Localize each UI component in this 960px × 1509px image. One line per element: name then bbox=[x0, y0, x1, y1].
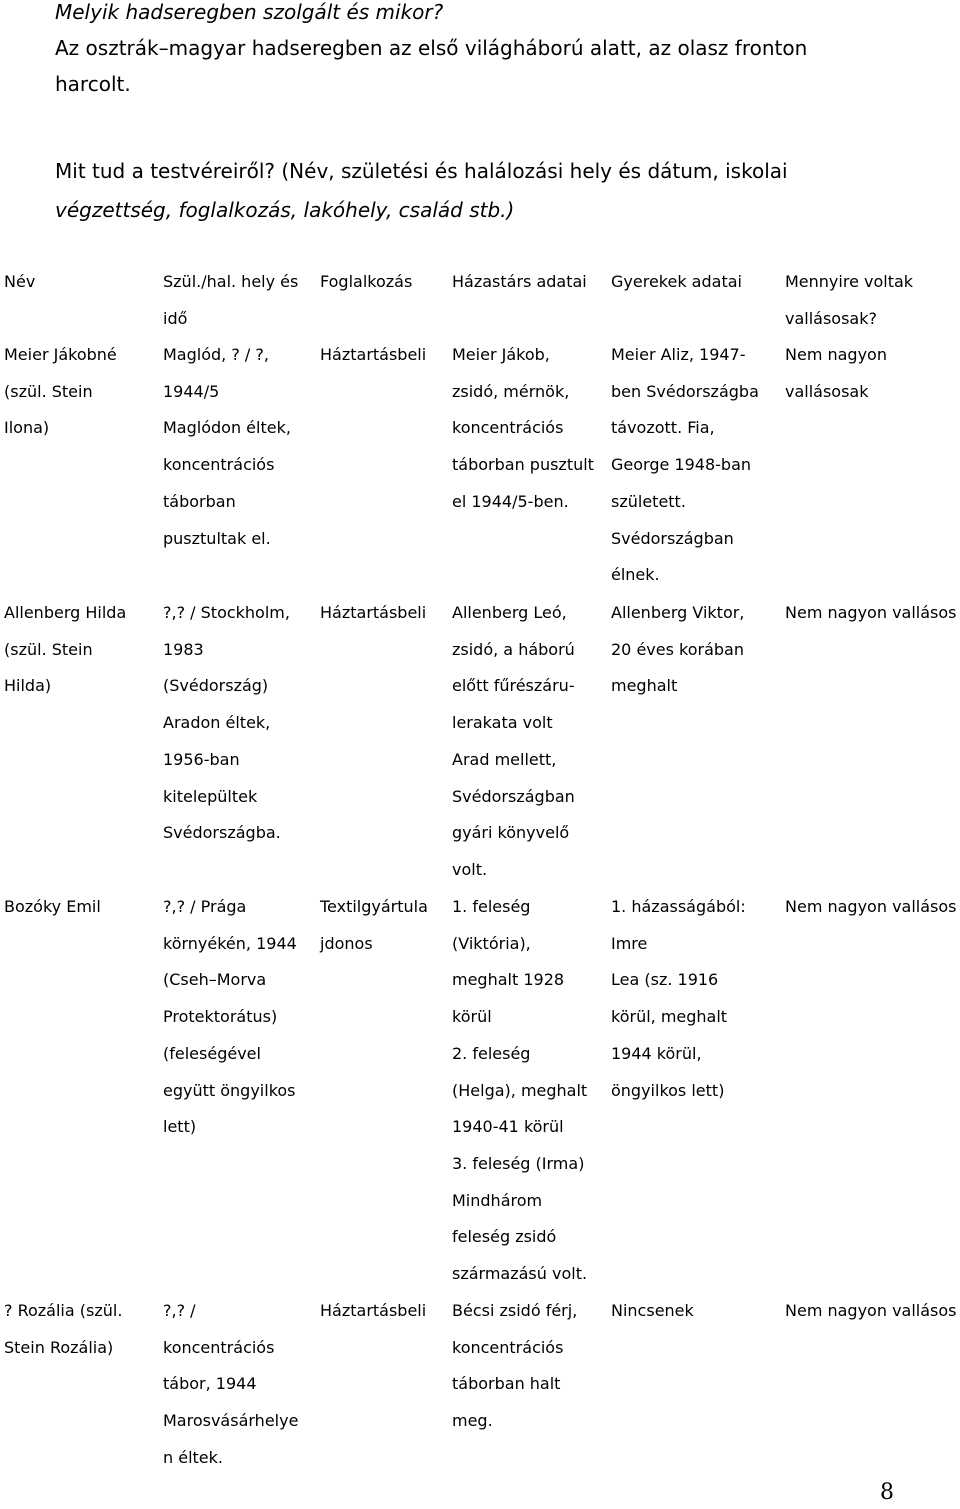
row-1-spouse bbox=[452, 337, 594, 521]
row-3-spouse-line: 3. feleség (Irma) bbox=[452, 1153, 585, 1173]
row-2-children-line: Allenberg Viktor, bbox=[611, 603, 745, 622]
row-4-birth-death-line: ?,? / bbox=[163, 1301, 196, 1320]
row-3-occupation-line: jdonos bbox=[320, 933, 373, 953]
row-2-spouse-line: Svédországban bbox=[452, 786, 575, 806]
row-3-birth-death-line: környékén, 1944 bbox=[163, 933, 297, 953]
row-4-occupation-line: Háztartásbeli bbox=[320, 1301, 427, 1320]
row-2-spouse-line: gyári könyvelő bbox=[452, 823, 570, 843]
header-religiosity bbox=[785, 264, 913, 337]
row-1-children-line: Svédországban bbox=[611, 528, 734, 548]
row-3-children-line: öngyilkos lett) bbox=[611, 1080, 725, 1100]
row-4-birth-death-line: koncentrációs bbox=[163, 1337, 275, 1357]
row-4-spouse-line: táborban halt bbox=[452, 1374, 561, 1394]
row-1-spouse-line: táborban pusztult bbox=[452, 455, 594, 475]
row-1-children-line: Meier Aliz, 1947- bbox=[611, 345, 746, 364]
header-occupation bbox=[320, 264, 412, 301]
row-1-birth-death-line: koncentrációs bbox=[163, 455, 275, 475]
row-2-occupation bbox=[320, 595, 426, 632]
row-4-name bbox=[4, 1293, 122, 1366]
page-number: 8 bbox=[880, 1480, 894, 1505]
row-1-name-line: Meier Jákobné bbox=[4, 345, 117, 364]
row-3-birth-death-line: (Cseh–Morva bbox=[163, 970, 267, 990]
row-1-children-line: George 1948-ban bbox=[611, 455, 752, 475]
header-birth-death-line: idő bbox=[163, 308, 188, 328]
row-3-children-line: 1944 körül, bbox=[611, 1043, 702, 1063]
row-1-birth-death-line: Maglód, ? / ?, bbox=[163, 345, 269, 364]
row-3-spouse-line: meghalt 1928 bbox=[452, 970, 565, 990]
row-4-name-line: Stein Rozália) bbox=[4, 1337, 114, 1357]
row-3-occupation bbox=[320, 889, 428, 962]
row-3-spouse bbox=[452, 889, 587, 1293]
row-3-spouse-line: 1940-41 körül bbox=[452, 1117, 564, 1137]
row-2-name-line: (szül. Stein bbox=[4, 639, 93, 659]
row-1-children-line: élnek. bbox=[611, 565, 660, 585]
header-name-line: Név bbox=[4, 272, 36, 291]
row-4-children-line: Nincsenek bbox=[611, 1301, 694, 1320]
answer-service-line1: Az osztrák–magyar hadseregben az első világháború alatt, az olasz fronton bbox=[55, 36, 808, 60]
row-3-birth-death-line: Protektorátus) bbox=[163, 1007, 278, 1027]
row-2-birth-death-line: ?,? / Stockholm, bbox=[163, 603, 290, 622]
row-3-religiosity bbox=[785, 889, 957, 926]
row-1-children-line: ben Svédországba bbox=[611, 381, 759, 401]
row-4-name-line: ? Rozália (szül. bbox=[4, 1301, 123, 1320]
header-name bbox=[4, 264, 35, 301]
row-2-birth-death-line: (Svédország) bbox=[163, 676, 269, 696]
row-4-children bbox=[611, 1293, 694, 1330]
row-1-occupation bbox=[320, 337, 426, 374]
row-3-religiosity-line: Nem nagyon vallásos bbox=[785, 897, 957, 916]
row-4-birth-death bbox=[163, 1293, 298, 1477]
header-religiosity-line: vallásosak? bbox=[785, 308, 877, 328]
row-2-spouse-line: zsidó, a háború bbox=[452, 639, 575, 659]
row-3-children-line: Lea (sz. 1916 bbox=[611, 970, 719, 990]
row-2-spouse-line: előtt fűrészáru- bbox=[452, 676, 575, 696]
row-3-birth-death-line: ?,? / Prága bbox=[163, 897, 247, 916]
row-4-birth-death-line: Marosvásárhelye bbox=[163, 1411, 299, 1431]
header-birth-death-line: Szül./hal. hely és bbox=[163, 272, 299, 291]
row-3-birth-death bbox=[163, 889, 297, 1146]
row-4-spouse-line: meg. bbox=[452, 1411, 493, 1431]
row-3-name bbox=[4, 889, 101, 926]
header-spouse-line: Házastárs adatai bbox=[452, 272, 587, 291]
row-1-religiosity-line: vallásosak bbox=[785, 381, 869, 401]
row-2-birth-death bbox=[163, 595, 290, 852]
row-3-birth-death-line: (feleségével bbox=[163, 1043, 261, 1063]
header-children bbox=[611, 264, 742, 301]
row-2-name bbox=[4, 595, 126, 705]
row-2-name-line: Hilda) bbox=[4, 676, 52, 696]
row-1-birth-death-line: Maglódon éltek, bbox=[163, 418, 291, 438]
row-3-spouse-line: körül bbox=[452, 1007, 492, 1027]
question-siblings-line2: végzettség, foglalkozás, lakóhely, család stb.) bbox=[55, 198, 515, 222]
row-1-religiosity-line: Nem nagyon bbox=[785, 345, 887, 364]
row-1-name-line: (szül. Stein bbox=[4, 381, 93, 401]
header-children-line: Gyerekek adatai bbox=[611, 272, 742, 291]
row-1-children-line: távozott. Fia, bbox=[611, 418, 715, 438]
row-1-occupation-line: Háztartásbeli bbox=[320, 345, 427, 364]
question-service: Melyik hadseregben szolgált és mikor? bbox=[55, 0, 444, 24]
row-3-birth-death-line: együtt öngyilkos bbox=[163, 1080, 296, 1100]
row-4-spouse-line: Bécsi zsidó férj, bbox=[452, 1301, 578, 1320]
answer-service-line2: harcolt. bbox=[55, 72, 131, 96]
row-2-birth-death-line: 1956-ban bbox=[163, 749, 240, 769]
row-1-birth-death-line: 1944/5 bbox=[163, 381, 220, 401]
row-3-spouse-line: feleség zsidó bbox=[452, 1227, 557, 1247]
header-religiosity-line: Mennyire voltak bbox=[785, 272, 914, 291]
row-3-children-line: körül, meghalt bbox=[611, 1007, 728, 1027]
row-2-birth-death-line: 1983 bbox=[163, 639, 204, 659]
row-3-spouse-line: (Helga), meghalt bbox=[452, 1080, 588, 1100]
row-2-birth-death-line: Aradon éltek, bbox=[163, 713, 271, 733]
row-2-religiosity bbox=[785, 595, 957, 632]
row-1-spouse-line: Meier Jákob, bbox=[452, 345, 550, 364]
row-3-spouse-line: származású volt. bbox=[452, 1264, 588, 1284]
row-2-children-line: meghalt bbox=[611, 676, 678, 696]
row-3-birth-death-line: lett) bbox=[163, 1117, 197, 1137]
row-4-birth-death-line: n éltek. bbox=[163, 1447, 223, 1467]
row-1-birth-death-line: táborban bbox=[163, 491, 236, 511]
row-4-religiosity bbox=[785, 1293, 957, 1330]
row-3-spouse-line: Mindhárom bbox=[452, 1190, 543, 1210]
row-2-spouse-line: volt. bbox=[452, 859, 488, 879]
row-3-spouse-line: 1. feleség bbox=[452, 897, 531, 916]
row-2-spouse-line: lerakata volt bbox=[452, 713, 553, 733]
row-4-religiosity-line: Nem nagyon vallásos bbox=[785, 1301, 957, 1320]
row-2-children bbox=[611, 595, 744, 705]
row-2-children-line: 20 éves korában bbox=[611, 639, 744, 659]
row-1-spouse-line: koncentrációs bbox=[452, 418, 564, 438]
row-1-birth-death-line: pusztultak el. bbox=[163, 528, 271, 548]
row-2-religiosity-line: Nem nagyon vallásos bbox=[785, 603, 957, 622]
row-1-spouse-line: zsidó, mérnök, bbox=[452, 381, 570, 401]
row-2-spouse bbox=[452, 595, 575, 889]
row-3-occupation-line: Textilgyártula bbox=[320, 897, 428, 916]
header-spouse bbox=[452, 264, 587, 301]
row-3-children bbox=[611, 889, 746, 1109]
row-1-children bbox=[611, 337, 759, 594]
row-1-religiosity bbox=[785, 337, 887, 410]
question-siblings-line1: Mit tud a testvéreiről? (Név, születési és halálozási hely és dátum, iskolai bbox=[55, 159, 788, 183]
header-birth-death bbox=[163, 264, 298, 337]
row-3-children-line: Imre bbox=[611, 933, 648, 953]
row-2-occupation-line: Háztartásbeli bbox=[320, 603, 427, 622]
header-occupation-line: Foglalkozás bbox=[320, 272, 413, 291]
row-3-spouse-line: (Viktória), bbox=[452, 933, 531, 953]
row-4-birth-death-line: tábor, 1944 bbox=[163, 1374, 257, 1394]
row-4-spouse-line: koncentrációs bbox=[452, 1337, 564, 1357]
row-2-birth-death-line: Svédországba. bbox=[163, 823, 281, 843]
row-2-spouse-line: Arad mellett, bbox=[452, 749, 557, 769]
row-1-spouse-line: el 1944/5-ben. bbox=[452, 491, 569, 511]
row-2-spouse-line: Allenberg Leó, bbox=[452, 603, 567, 622]
row-3-children-line: 1. házasságából: bbox=[611, 897, 746, 916]
row-1-name-line: Ilona) bbox=[4, 418, 50, 438]
row-1-name bbox=[4, 337, 117, 447]
row-3-name-line: Bozóky Emil bbox=[4, 897, 101, 916]
row-1-birth-death bbox=[163, 337, 291, 557]
row-1-children-line: született. bbox=[611, 491, 686, 511]
row-2-birth-death-line: kitelepültek bbox=[163, 786, 258, 806]
row-4-spouse bbox=[452, 1293, 577, 1440]
row-2-name-line: Allenberg Hilda bbox=[4, 603, 127, 622]
row-4-occupation bbox=[320, 1293, 426, 1330]
row-3-spouse-line: 2. feleség bbox=[452, 1043, 531, 1063]
